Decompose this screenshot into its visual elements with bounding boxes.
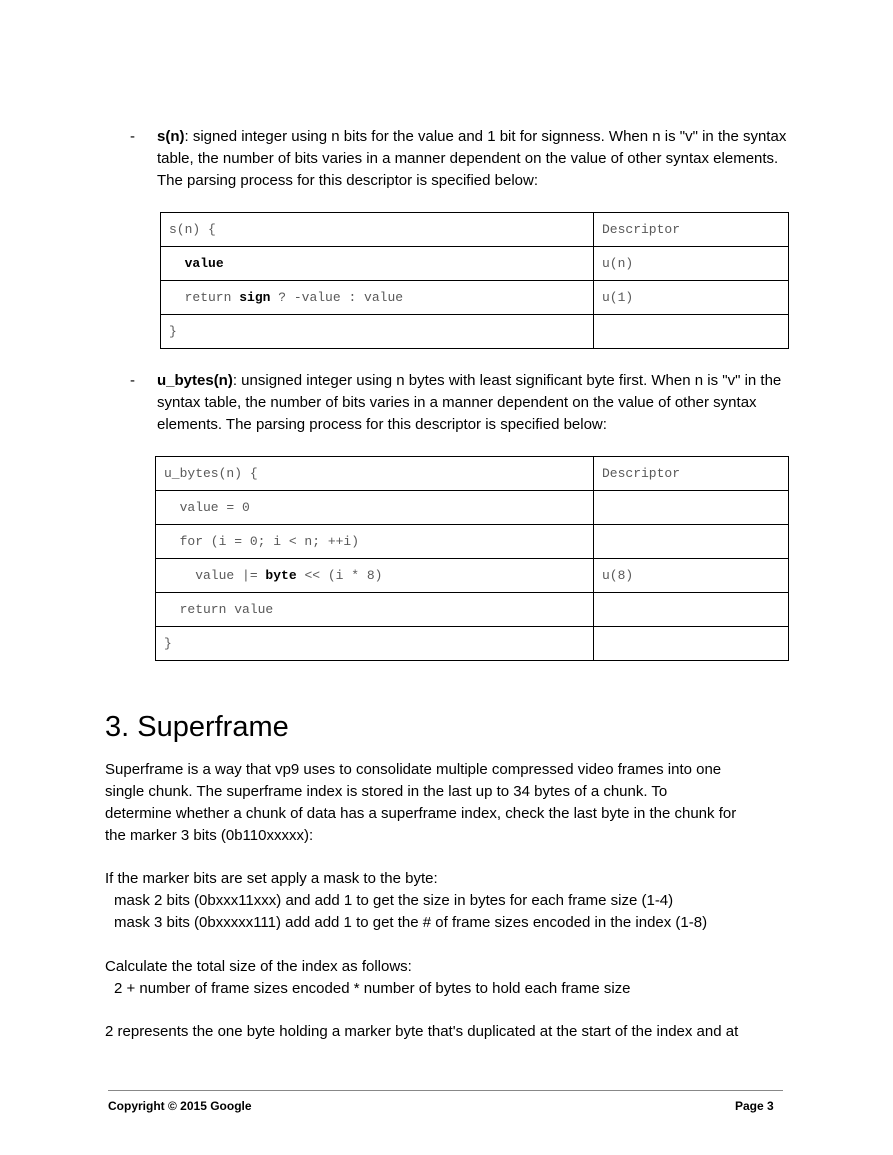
syntax-descriptor-cell xyxy=(594,525,789,559)
paragraph-line: Calculate the total size of the index as follows: xyxy=(105,958,412,975)
bullet-dash: - xyxy=(130,372,135,389)
syntax-code-cell xyxy=(156,491,594,525)
syntax-row xyxy=(161,247,789,281)
syntax-row xyxy=(156,491,789,525)
syntax-table-s-n xyxy=(160,212,789,349)
bullet-u-bytes-n xyxy=(130,370,790,436)
syntax-table-u-bytes-n xyxy=(155,456,789,661)
calculation-paragraph xyxy=(105,956,795,1000)
code-text: return value xyxy=(164,602,274,617)
bullet-description: : signed integer using n bits for the value and 1 bit for signness. When n is "v" in the syntax table, the number of bits varies in a manner dependent on the value of other syntax elements. The parsing process for this descriptor is specified below: xyxy=(157,128,787,189)
trailing-paragraph xyxy=(105,1021,795,1043)
syntax-descriptor-cell xyxy=(594,627,789,661)
bullet-description: : unsigned integer using n bytes with least significant byte first. When n is "v" in the syntax table, the number of bits varies in a manner dependent on the value of other syntax elements. The parsing process for this descriptor is specified below: xyxy=(157,372,782,433)
syntax-row xyxy=(161,315,789,349)
syntax-descriptor-cell: Descriptor xyxy=(594,457,789,491)
syntax-row xyxy=(156,627,789,661)
syntax-row xyxy=(156,559,789,593)
syntax-code-cell xyxy=(161,247,594,281)
footer-copyright: Copyright © 2015 Google xyxy=(108,1099,252,1113)
syntax-code-cell xyxy=(156,559,594,593)
code-text: u_bytes(n) { xyxy=(164,466,258,481)
paragraph-line: single chunk. The superframe index is stored in the last up to 34 bytes of a chunk. To xyxy=(105,783,668,800)
footer-page-number: Page 3 xyxy=(735,1099,774,1113)
bullet-dash: - xyxy=(130,128,135,145)
syntax-descriptor-cell: Descriptor xyxy=(594,213,789,247)
bullet-s-n xyxy=(130,126,790,192)
section-heading: 3. Superframe xyxy=(105,711,289,743)
mask-line: mask 2 bits (0bxxx11xxx) and add 1 to get the size in bytes for each frame size (1-4) xyxy=(114,892,674,909)
syntax-row xyxy=(156,457,789,491)
code-text: } xyxy=(169,324,177,339)
syntax-row xyxy=(161,281,789,315)
code-text: return xyxy=(169,290,240,305)
code-text: for (i = 0; i < n; ++i) xyxy=(164,534,360,549)
code-text xyxy=(169,256,185,271)
syntax-code-cell xyxy=(156,525,594,559)
syntax-code-cell xyxy=(161,213,594,247)
syntax-code-cell xyxy=(156,593,594,627)
formula-line: 2 + number of frame sizes encoded * number of bytes to hold each frame size xyxy=(114,980,631,997)
code-text: ? -value : value xyxy=(270,290,404,305)
syntax-code-cell xyxy=(161,315,594,349)
syntax-element: sign xyxy=(239,290,271,305)
mask-paragraph xyxy=(105,868,795,934)
paragraph-line: Superframe is a way that vp9 uses to consolidate multiple compressed video frames into one xyxy=(105,761,722,778)
paragraph-line: the marker 3 bits (0b110xxxxx): xyxy=(105,827,314,844)
syntax-descriptor-cell xyxy=(594,593,789,627)
syntax-row xyxy=(156,593,789,627)
footer-divider xyxy=(108,1090,783,1091)
bullet-text xyxy=(157,126,789,192)
code-text: value = 0 xyxy=(164,500,250,515)
superframe-intro-paragraph xyxy=(105,759,795,847)
syntax-code-cell xyxy=(156,627,594,661)
syntax-descriptor-cell: u(8) xyxy=(594,559,789,593)
syntax-element: value xyxy=(184,256,224,271)
paragraph-line: If the marker bits are set apply a mask to the byte: xyxy=(105,870,438,887)
syntax-row xyxy=(156,525,789,559)
syntax-row xyxy=(161,213,789,247)
syntax-code-cell xyxy=(156,457,594,491)
paragraph-line: determine whether a chunk of data has a superframe index, check the last byte in the chunk for xyxy=(105,805,737,822)
code-text: s(n) { xyxy=(169,222,216,237)
syntax-descriptor-cell xyxy=(594,315,789,349)
bullet-term: s(n) xyxy=(157,128,185,145)
syntax-descriptor-cell xyxy=(594,491,789,525)
syntax-descriptor-cell: u(1) xyxy=(594,281,789,315)
code-text: value |= xyxy=(164,568,266,583)
code-text: << (i * 8) xyxy=(296,568,383,583)
paragraph-line: 2 represents the one byte holding a marker byte that's duplicated at the start of the index and at xyxy=(105,1023,739,1040)
bullet-text xyxy=(157,370,789,436)
syntax-element: byte xyxy=(265,568,297,583)
syntax-code-cell xyxy=(161,281,594,315)
code-text: } xyxy=(164,636,172,651)
bullet-term: u_bytes(n) xyxy=(157,372,233,389)
syntax-descriptor-cell: u(n) xyxy=(594,247,789,281)
mask-line: mask 3 bits (0bxxxxx111) add add 1 to get the # of frame sizes encoded in the index (1-8) xyxy=(114,914,708,931)
